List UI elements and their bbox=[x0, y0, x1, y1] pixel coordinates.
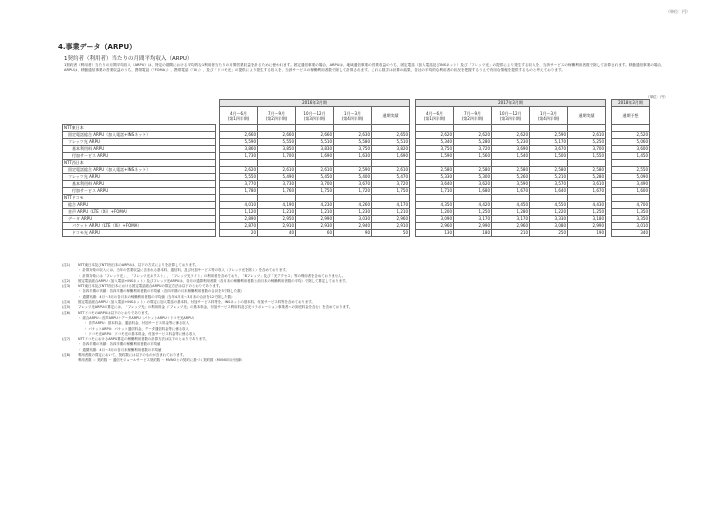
column-header: 通期予想 bbox=[612, 107, 650, 125]
value-cell: 1,540 bbox=[492, 153, 530, 160]
value-cell: 2,520 bbox=[612, 132, 650, 139]
value-cell: 5,510 bbox=[296, 139, 334, 146]
footnote-text: ・ 計算対象には「フレッツ光」、「フレッツ光ネクスト」、「フレッツ光ライト」の利用者を含めており、「Bフレッツ」及び「光アクセス」等の利用者を含めておりません。 bbox=[78, 273, 346, 278]
section-subtitle: 1契約者（利用者）当たりの月間平均収入（ARPU） bbox=[64, 56, 193, 62]
value-cell: 190 bbox=[568, 230, 606, 237]
footnote-text: ・ 通期実績：4月～3月の各月末の稼働利用者数の平均値（当年4月末～3月末の合計を12で除した数） bbox=[78, 294, 235, 299]
footnote-text: ・ ドコモ光ARPU：ドコモ光の基本料金、付加サービス料金等に係る収入 bbox=[84, 331, 196, 336]
value-cell: 2,660 bbox=[220, 132, 258, 139]
value-cell: 1,250 bbox=[568, 209, 606, 216]
row-label: ドコモ光 ARPU bbox=[63, 230, 216, 237]
value-cell: 90 bbox=[334, 230, 372, 237]
group-header-fy2016: 2016年3月期 bbox=[220, 100, 410, 107]
value-cell: 2,950 bbox=[258, 216, 296, 223]
value-cell: 3,770 bbox=[220, 181, 258, 188]
value-cell: 3,090 bbox=[416, 216, 454, 223]
value-cell: 5,210 bbox=[530, 174, 568, 181]
footnote-text: ・ 音声ARPU：基本料金、通話料金、付加サービス料金等に係る収入 bbox=[84, 321, 190, 326]
row-label: 音声 ARPU（LTE（Xi）+FOMA） bbox=[63, 209, 216, 216]
value-cell: 1,230 bbox=[334, 209, 372, 216]
value-cell: 2,650 bbox=[372, 132, 410, 139]
table-row bbox=[63, 139, 650, 146]
group-header-fy2018: 2018年3月期 bbox=[612, 100, 650, 107]
intro-paragraph: 1契約者（利用者）当たりの月間平均収入（ARPU）は、特定の期間における平均的な1利用者当たりの月間営業収益を計るために使われます。固定通信事業の場合、ARPUは、地域通信事業の営業収益のうち、固定電話（加入電話及びINSネット）及び「フレッツ光」の提供により発生する収入を、当該サービスの稼働利用者数で除して計算されます。移動通信事業の場合、ARPUは、移動通信事業の営業収益のうち、携帯電話（「FOMA」）、携帯電話（「Xi」）、及び「ドコモ光」の提供により発生する収入を、当該サービスの稼働利用者数で除して計算されます。これら数字は計算の結果、各社の平均的な利用者の状況を把握するうえで有用な情報を提供するものと考えております。 bbox=[64, 63, 665, 73]
value-cell: 2,960 bbox=[416, 223, 454, 230]
value-cell: 2,960 bbox=[372, 216, 410, 223]
footnote-number: (注8) bbox=[62, 353, 71, 358]
value-cell: 1,220 bbox=[530, 209, 568, 216]
value-cell: 3,350 bbox=[612, 216, 650, 223]
footnote-text: 固定電話総合ARPU（加入電話+INSネット）及びフレッツ光ARPUは、各月の通算利用者数（各月末の稼働利用者数と前月末の稼働利用者数の平均）で除して算定しております。 bbox=[78, 278, 349, 283]
value-cell: 2,620 bbox=[220, 167, 258, 174]
value-cell: 3,080 bbox=[530, 223, 568, 230]
value-cell: 2,610 bbox=[296, 167, 334, 174]
table-row bbox=[63, 153, 650, 160]
value-cell: 5,280 bbox=[568, 174, 606, 181]
value-cell: 210 bbox=[492, 230, 530, 237]
value-cell: 3,640 bbox=[416, 181, 454, 188]
value-cell: 2,580 bbox=[492, 167, 530, 174]
value-cell: 1,210 bbox=[296, 209, 334, 216]
value-cell: 4,420 bbox=[454, 202, 492, 209]
value-cell: 3,860 bbox=[220, 146, 258, 153]
value-cell: 2,990 bbox=[296, 216, 334, 223]
column-header: 1月～3月 (第4四半期) bbox=[530, 107, 568, 125]
value-cell: 2,660 bbox=[296, 132, 334, 139]
row-label: フレッツ光 ARPU bbox=[63, 139, 216, 146]
value-cell: 2,590 bbox=[334, 167, 372, 174]
value-cell: 1,500 bbox=[530, 153, 568, 160]
value-cell: 3,590 bbox=[492, 181, 530, 188]
footnote-text: NTT東日本及びNTT西日本における固定電話総合ARPUの算定方法は以下のとおりであります。 bbox=[78, 284, 223, 289]
footnote-text: 固定電話総合ARPU（加入電話+INSネット）の算定に加入電話の基本料、付加サービス料等を、INSネットの基本料、付加サービス料等を含めております。 bbox=[78, 300, 315, 305]
row-label: 総合 ARPU bbox=[63, 202, 216, 209]
table-row bbox=[63, 174, 650, 181]
value-cell: 5,580 bbox=[334, 139, 372, 146]
row-label: 固定電話総合 ARPU（加入電話+INSネット） bbox=[63, 132, 216, 139]
value-cell: 1,600 bbox=[612, 188, 650, 195]
table-row bbox=[63, 216, 650, 223]
value-cell: 340 bbox=[612, 230, 650, 237]
row-label: 基本利用料 ARPU bbox=[63, 146, 216, 153]
unit-label-top: （単位：円） bbox=[666, 9, 690, 14]
column-header: 通期実績 bbox=[568, 107, 606, 125]
value-cell: 180 bbox=[454, 230, 492, 237]
row-label: 付加サービス ARPU bbox=[63, 153, 216, 160]
value-cell: 5,170 bbox=[530, 139, 568, 146]
value-cell: 5,340 bbox=[416, 139, 454, 146]
section-label: NTT西日本 bbox=[63, 160, 216, 167]
value-cell: 3,620 bbox=[454, 181, 492, 188]
value-cell: 3,700 bbox=[296, 181, 334, 188]
footnote-number: (注1) bbox=[62, 263, 71, 267]
value-cell: 4,010 bbox=[220, 202, 258, 209]
value-cell: 1,730 bbox=[220, 153, 258, 160]
footnote-text: フレッツ光ARPUの算定には、「フレッツ光」の利用料金（「フレッツ光」の基本料金、付加サービス利用料及び光コラボレーション事業者への卸売料金を含む）を含めております。 bbox=[78, 305, 353, 310]
value-cell: 5,450 bbox=[296, 174, 334, 181]
value-cell: 1,760 bbox=[258, 188, 296, 195]
value-cell: 2,660 bbox=[258, 132, 296, 139]
section-label: NTTドコモ bbox=[63, 195, 216, 202]
value-cell: 5,060 bbox=[612, 139, 650, 146]
table-unit-label: （単位：円） bbox=[646, 95, 668, 99]
value-cell: 3,670 bbox=[530, 146, 568, 153]
footnote bbox=[62, 358, 672, 363]
value-cell: 1,640 bbox=[530, 188, 568, 195]
value-cell: 1,280 bbox=[492, 209, 530, 216]
value-cell: 4,170 bbox=[372, 202, 410, 209]
value-cell: 1,250 bbox=[454, 209, 492, 216]
value-cell: 2,580 bbox=[416, 167, 454, 174]
value-cell: 4,700 bbox=[612, 202, 650, 209]
group-header-fy2017: 2017年3月期 bbox=[416, 100, 606, 107]
value-cell: 3,180 bbox=[568, 216, 606, 223]
column-header: 10月～12月 (第3四半期) bbox=[296, 107, 334, 125]
value-cell: 4,190 bbox=[258, 202, 296, 209]
value-cell: 1,120 bbox=[220, 209, 258, 216]
footnote-text: NTTドコモのARPUは以下のとおりであります。 bbox=[78, 310, 152, 315]
value-cell: 1,210 bbox=[258, 209, 296, 216]
footnote-text: 利用者数の算定において、契約数には以下のものが含まれております。 bbox=[78, 353, 187, 358]
footnote-number: (注2) bbox=[62, 278, 71, 283]
value-cell: 3,170 bbox=[492, 216, 530, 223]
value-cell: 5,490 bbox=[258, 174, 296, 181]
value-cell: 1,710 bbox=[416, 188, 454, 195]
value-cell: 250 bbox=[530, 230, 568, 237]
value-cell: 3,700 bbox=[568, 146, 606, 153]
column-header: 通期実績 bbox=[372, 107, 410, 125]
value-cell: 1,210 bbox=[372, 209, 410, 216]
footnote-text: ・ 総合ARPU＝音声ARPU＋データARPU（パケットARPU＋ドコモ光ARPU） bbox=[78, 315, 196, 320]
value-cell: 5,090 bbox=[612, 174, 650, 181]
value-cell: 2,910 bbox=[372, 223, 410, 230]
footnote-text: 利用者数 ＝ 契約数 － 通信モジュールサービス契約数 － MVNOとの契約に基づく契約数（MVNO向け回線） bbox=[78, 358, 245, 363]
value-cell: 3,030 bbox=[334, 216, 372, 223]
value-cell: 5,330 bbox=[416, 174, 454, 181]
value-cell: 2,910 bbox=[258, 223, 296, 230]
value-cell: 5,300 bbox=[454, 174, 492, 181]
row-label: 固定電話総合 ARPU（加入電話+INSネット） bbox=[63, 167, 216, 174]
value-cell: 20 bbox=[220, 230, 258, 237]
footnote-number: (注3) bbox=[62, 284, 71, 289]
value-cell: 3,600 bbox=[612, 146, 650, 153]
value-cell: 3,730 bbox=[258, 181, 296, 188]
footnote-text: ・ 各四半期の実績：各四半期の稼働利用者数の平均値（各四半期の月末稼働利用者数の合計を3で除した数） bbox=[78, 289, 244, 294]
row-label: 付加サービス ARPU bbox=[63, 188, 216, 195]
value-cell: 5,590 bbox=[220, 139, 258, 146]
value-cell: 4,230 bbox=[296, 202, 334, 209]
column-header: 7月～9月 (第2四半期) bbox=[454, 107, 492, 125]
value-cell: 1,630 bbox=[334, 153, 372, 160]
column-header: 7月～9月 (第2四半期) bbox=[258, 107, 296, 125]
footnote-text: NTT東日本及びNTT西日本のARPUは、以下の方式によりを計算しております。 bbox=[78, 263, 199, 267]
arpu-table bbox=[62, 99, 650, 237]
row-label: パケット ARPU（LTE（Xi）+FOMA） bbox=[63, 223, 216, 230]
value-cell: 5,510 bbox=[372, 139, 410, 146]
value-cell: 5,400 bbox=[334, 174, 372, 181]
footnote-text: ・ 計算対象の収入には、当年の営業収益に含まれる基本料、通信料、及び付加サービス等の収入（フレッツ光を除く）を含めております。 bbox=[78, 268, 289, 273]
value-cell: 2,870 bbox=[220, 223, 258, 230]
header-spacer bbox=[63, 100, 216, 107]
value-cell: 2,610 bbox=[372, 167, 410, 174]
value-cell: 3,610 bbox=[568, 181, 606, 188]
value-cell: 3,720 bbox=[372, 181, 410, 188]
value-cell: 4,450 bbox=[492, 202, 530, 209]
footnote-number: (注7) bbox=[62, 337, 71, 342]
value-cell: 2,630 bbox=[334, 132, 372, 139]
table-row bbox=[63, 146, 650, 153]
value-cell: 3,670 bbox=[334, 181, 372, 188]
row-label: データ ARPU bbox=[63, 216, 216, 223]
row-label: 基本利用料 ARPU bbox=[63, 181, 216, 188]
value-cell: 4,260 bbox=[334, 202, 372, 209]
value-cell: 3,830 bbox=[296, 146, 334, 153]
value-cell: 1,680 bbox=[454, 188, 492, 195]
table-row bbox=[63, 209, 650, 216]
column-header: 10月～12月 (第3四半期) bbox=[492, 107, 530, 125]
value-cell: 1,550 bbox=[568, 153, 606, 160]
table-row bbox=[63, 132, 650, 139]
footnote-text: ・ パケットARPU：パケット通信料金、データ通信料金等に係る収入 bbox=[84, 326, 189, 331]
value-cell: 5,280 bbox=[454, 139, 492, 146]
footnote-text: NTTドコモにおけるARPU算定の稼働利用者数の計算方法は以下のとおりであります。 bbox=[78, 337, 209, 342]
table-row bbox=[63, 230, 650, 237]
table-row bbox=[63, 202, 650, 209]
value-cell: 3,750 bbox=[334, 146, 372, 153]
value-cell: 3,750 bbox=[416, 146, 454, 153]
footnote-number: (注5) bbox=[62, 305, 71, 310]
value-cell: 5,550 bbox=[220, 174, 258, 181]
value-cell: 1,670 bbox=[568, 188, 606, 195]
value-cell: 3,820 bbox=[372, 146, 410, 153]
value-cell: 3,490 bbox=[612, 181, 650, 188]
column-header: 1月～3月 (第4四半期) bbox=[334, 107, 372, 125]
footnote-number: (注4) bbox=[62, 300, 71, 305]
value-cell: 3,170 bbox=[454, 216, 492, 223]
table-row bbox=[63, 223, 650, 230]
value-cell: 3,010 bbox=[612, 223, 650, 230]
value-cell: 4,430 bbox=[568, 202, 606, 209]
column-header: 4月～6月 (第1四半期) bbox=[416, 107, 454, 125]
value-cell: 2,930 bbox=[296, 223, 334, 230]
value-cell: 2,620 bbox=[454, 132, 492, 139]
value-cell: 3,690 bbox=[492, 146, 530, 153]
value-cell: 2,960 bbox=[492, 223, 530, 230]
footnote-text: ・ 各四半期の実績：各四半期の稼働利用者数の平均値 bbox=[78, 342, 161, 347]
value-cell: 2,590 bbox=[530, 132, 568, 139]
value-cell: 5,470 bbox=[372, 174, 410, 181]
value-cell: 1,690 bbox=[296, 153, 334, 160]
value-cell: 1,560 bbox=[454, 153, 492, 160]
value-cell: 1,450 bbox=[612, 153, 650, 160]
value-cell: 3,330 bbox=[530, 216, 568, 223]
table-row bbox=[63, 167, 650, 174]
value-cell: 1,670 bbox=[492, 188, 530, 195]
value-cell: 3,720 bbox=[454, 146, 492, 153]
value-cell: 40 bbox=[258, 230, 296, 237]
value-cell: 5,550 bbox=[258, 139, 296, 146]
value-cell: 2,550 bbox=[612, 167, 650, 174]
value-cell: 5,230 bbox=[492, 139, 530, 146]
table-row bbox=[63, 188, 650, 195]
value-cell: 1,690 bbox=[372, 153, 410, 160]
value-cell: 4,350 bbox=[416, 202, 454, 209]
value-cell: 2,990 bbox=[568, 223, 606, 230]
value-cell: 1,350 bbox=[612, 209, 650, 216]
section-label: NTT東日本 bbox=[63, 125, 216, 132]
value-cell: 1,720 bbox=[334, 188, 372, 195]
value-cell: 2,890 bbox=[220, 216, 258, 223]
value-cell: 5,250 bbox=[568, 139, 606, 146]
value-cell: 60 bbox=[296, 230, 334, 237]
page-title: 4.事業データ（ARPU） bbox=[58, 43, 137, 51]
footnote-text: ・ 通期実績：4月～3月の各月末稼働利用者数の平均値 bbox=[78, 347, 162, 352]
footnote-number: (注6) bbox=[62, 310, 71, 315]
value-cell: 2,610 bbox=[568, 132, 606, 139]
value-cell: 2,940 bbox=[334, 223, 372, 230]
column-header: 4月～6月 (第1四半期) bbox=[220, 107, 258, 125]
value-cell: 2,580 bbox=[568, 167, 606, 174]
value-cell: 3,850 bbox=[258, 146, 296, 153]
value-cell: 1,780 bbox=[220, 188, 258, 195]
value-cell: 1,750 bbox=[372, 188, 410, 195]
value-cell: 2,580 bbox=[454, 167, 492, 174]
value-cell: 4,550 bbox=[530, 202, 568, 209]
value-cell: 3,570 bbox=[530, 181, 568, 188]
value-cell: 50 bbox=[372, 230, 410, 237]
value-cell: 5,260 bbox=[492, 174, 530, 181]
value-cell: 1,590 bbox=[416, 153, 454, 160]
value-cell: 130 bbox=[416, 230, 454, 237]
row-label: フレッツ光 ARPU bbox=[63, 174, 216, 181]
value-cell: 2,990 bbox=[454, 223, 492, 230]
value-cell: 1,700 bbox=[258, 153, 296, 160]
value-cell: 2,620 bbox=[492, 132, 530, 139]
table-row bbox=[63, 181, 650, 188]
value-cell: 2,610 bbox=[258, 167, 296, 174]
value-cell: 2,620 bbox=[416, 132, 454, 139]
value-cell: 1,750 bbox=[296, 188, 334, 195]
value-cell: 1,200 bbox=[416, 209, 454, 216]
value-cell: 2,580 bbox=[530, 167, 568, 174]
footnotes bbox=[62, 263, 672, 364]
